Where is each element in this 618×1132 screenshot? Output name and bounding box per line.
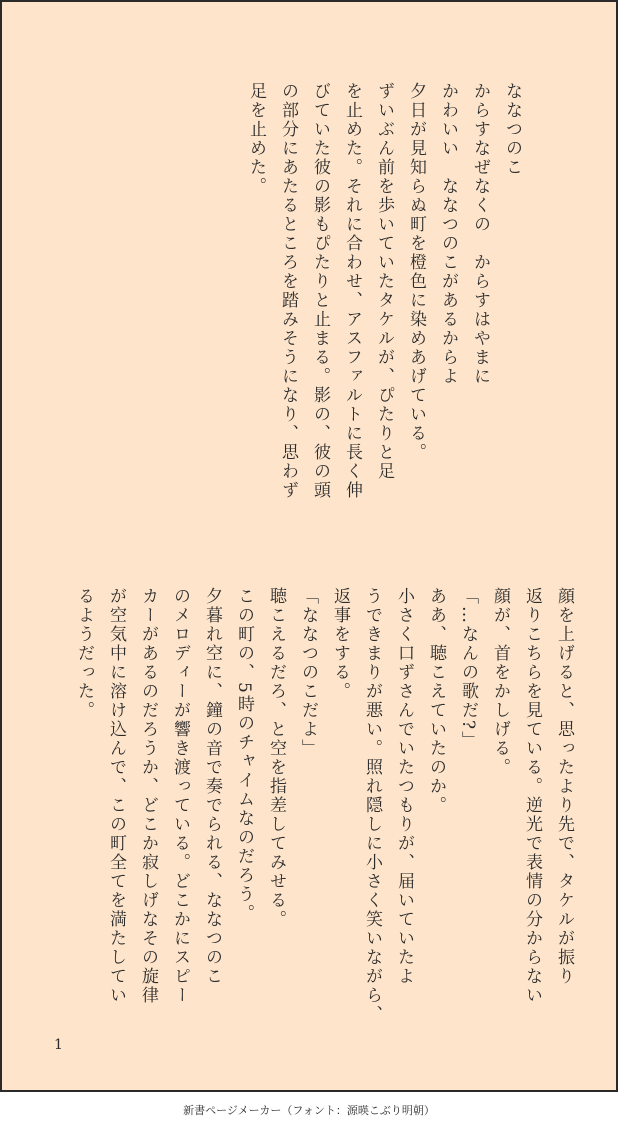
upper-text-line: 足を止めた。	[246, 82, 266, 196]
lower-text-line: この町の、5時のチャイムなのだろう。	[234, 587, 254, 923]
lower-text-line: るようだった。	[74, 587, 94, 720]
lower-text-line: 返りこちらを見ている。逆光で表情の分からない	[522, 587, 542, 1005]
upper-text-line: ななつのこ	[502, 82, 522, 177]
lower-text-line: 返事をする。	[330, 587, 350, 701]
lower-text-line: 「…なんの歌だ?」	[458, 587, 478, 751]
lower-text-line: 聴こえるだろ、と空を指差してみせる。	[266, 587, 286, 929]
upper-text-line: 夕日が見知らぬ町を橙色に染めあげている。	[406, 82, 426, 462]
upper-text-line: かわいい ななつのこがあるからよ	[438, 82, 458, 386]
upper-text-block	[240, 82, 528, 522]
upper-text-line: を止めた。それに合わせ、アスファルトに長く伸	[342, 82, 362, 500]
upper-text-line: の部分にあたるところを踏みそうになり、思わず	[278, 82, 298, 500]
upper-text-line: ずいぶん前を歩いていたタケルが、ぴたりと足	[374, 82, 394, 481]
lower-text-line: 顔を上げると、思ったより先で、タケルが振り	[554, 587, 574, 986]
lower-text-line: カーがあるのだろうか、どこか寂しげなその旋律	[138, 587, 158, 1005]
page-number: 1	[54, 1037, 63, 1053]
lower-text-line: 顔が、首をかしげる。	[490, 587, 510, 777]
lower-text-line: のメロディーが響き渡っている。どこかにスピー	[170, 587, 190, 1005]
lower-text-line: 夕暮れ空に、鐘の音で奏でられる、ななつのこ	[202, 587, 222, 986]
lower-text-line: うできまりが悪い。照れ隠しに小さく笑いながら、	[362, 587, 382, 1024]
generator-caption: 新書ページメーカー（フォント：源暎こぶり明朝）	[183, 1104, 435, 1117]
lower-text-line: 「ななつのこだよ」	[298, 587, 318, 758]
lower-text-line: 小さく口ずさんでいたつもりが、届いていたよ	[394, 587, 414, 986]
lower-text-line: ああ、聴こえていたのか。	[426, 587, 446, 815]
lower-text-line: が空気中に溶け込んで、この町全てを満たしてい	[106, 587, 126, 1005]
upper-text-line: びていた彼の影もぴたりと止まる。影の、彼の頭	[310, 82, 330, 500]
lower-text-block	[68, 587, 580, 1027]
upper-text-line: からすなぜなくの からすはやまに	[470, 82, 490, 386]
